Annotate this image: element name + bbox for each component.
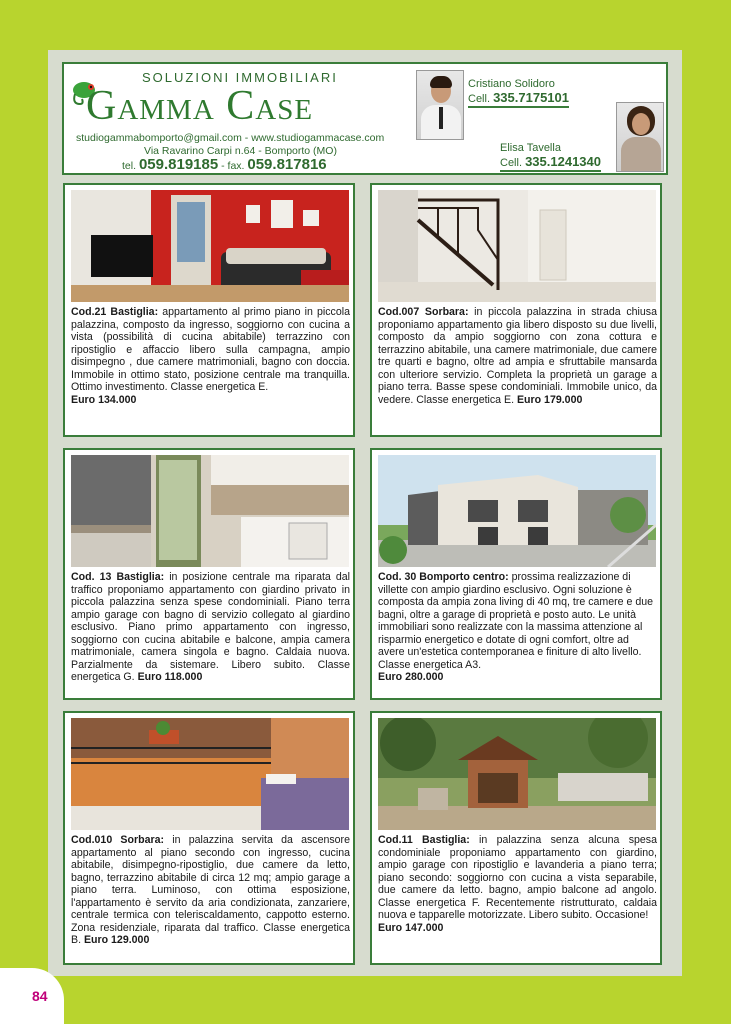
listing-photo-staircase [378, 190, 656, 302]
agent-cell-cristiano[interactable]: Cell. 335.7175101 [468, 90, 569, 108]
tel-number[interactable]: 059.819185 [138, 156, 219, 173]
page-number: 84 [32, 988, 48, 1004]
listing-text: prossima realizzazione di villette con ampio giardino esclusivo. Ogni soluzione è composta da ampia zona living di 40 mq, tre camere e due bagni, oltre a garage di proprietà e posto auto. Le unità immobiliari sono realizzate con la massima attenzione al risparmio energetico e dotate di ogni comfort, oltre ad avere un'estetica contemporanea e finiture di alto livello. Classe energetica A3. [378, 571, 653, 671]
listing-photo-kitchen [71, 455, 349, 567]
listing-code: Cod.010 Sorbara: [71, 834, 164, 846]
listing-code: Cod. 30 Bomporto centro: [378, 571, 509, 583]
page-number-badge [0, 968, 64, 1024]
agent-photo-elisa [616, 102, 664, 172]
listing-code: Cod.11 Bastiglia: [378, 834, 470, 846]
listing-description [71, 306, 350, 406]
listing-card[interactable] [63, 183, 355, 437]
agency-address: Via Ravarino Carpi n.64 - Bomporto (MO) [144, 145, 337, 157]
listing-text: appartamento al primo piano in piccola palazzina, composto da ingresso, soggiorno con cucina a vista (possibilità di cucina abitabile) terrazzino con ripostiglio e affaccio libero sulla campagna, ampio disimpegno , due camere matrimoniali, bagno con doccia. Immobile in ottimo stato, posizione centrale ma tranquilla. Ottimo investimento. Classe energetica E. [71, 306, 350, 393]
listing-text: in piccola palazzina in strada chiusa proponiamo appartamento gia libero disposto su due livelli, composto da ampio soggiorno con zona cottura e terrazzino abitabile, una camere matrimoniale, due camere tre quarti e bagno, oltre ad ampia e sfruttabile mansarda con ulteriore servizio. Completa la proprietà un garage a piano terra. Basse spese condominiali. Immobile unico, da vedere. Classe energetica E. [378, 306, 657, 406]
listing-price: Euro 179.000 [516, 393, 583, 406]
fax-number: 059.817816 [247, 156, 327, 173]
listing-photo-living-room [71, 190, 349, 302]
phone-fax [122, 156, 327, 173]
agent-photo-cristiano [416, 70, 464, 140]
agent-cell-elisa[interactable]: Cell. 335.1241340 [500, 154, 601, 172]
listing-price: Euro 147.000 [378, 921, 444, 934]
listing-price: Euro 134.000 [71, 393, 137, 406]
fax-label: - fax. [221, 160, 245, 172]
listing-photo-villas-render [378, 455, 656, 567]
listing-photo-garden [378, 718, 656, 830]
listing-card[interactable] [370, 448, 662, 700]
email-website[interactable]: studiogammabomporto@gmail.com - www.studiogammacase.com [76, 132, 385, 144]
listing-code: Cod. 13 Bastiglia: [71, 571, 165, 583]
listing-description [378, 834, 657, 934]
agent-name-cristiano: Cristiano Solidoro [468, 78, 555, 90]
listing-card[interactable] [370, 711, 662, 965]
agent-name-elisa: Elisa Tavella [500, 142, 561, 154]
agency-header [62, 62, 668, 175]
listing-code: Cod.007 Sorbara: [378, 306, 469, 318]
listing-text: in posizione centrale ma riparata dal traffico proponiamo appartamento con giardino privato in piccola palazzina senza spese condominiali. Piano terra ampio garage con bagno di servizio collegato al giardino esclusivo. Piano primo appartamento con ingresso, soggiorno con cucina abitabile e balcone, ampia camera matrimoniale, camera singola e bagno. Caldaia nuova. Parzialmente da sistemare. Libero subito. Classe energetica G. [71, 571, 350, 683]
listing-description [71, 571, 350, 684]
listing-description [378, 306, 657, 406]
listing-price: Euro 280.000 [378, 671, 444, 683]
listing-card[interactable] [370, 183, 662, 437]
listing-price: Euro 118.000 [137, 671, 203, 683]
listing-photo-terrace [71, 718, 349, 830]
listing-description [71, 834, 350, 947]
tel-label: tel. [122, 160, 137, 172]
listing-code: Cod.21 Bastiglia: [71, 306, 159, 318]
listing-card[interactable] [63, 711, 355, 965]
listing-text: in palazzina senza alcuna spesa condominiale proponiamo appartamento con giardino, ampio garage con ripostiglio e lavanderia a piano terra; piano secondo: soggiorno con cucina a vista separabile, due camere da letto. bagno, ampio balcone ad angolo. Classe energetica F. Recentemente ristrutturato, caldaia nuova e tapparelle motorizzate. Libero subito. Occasione! [378, 834, 657, 921]
listing-card[interactable] [63, 448, 355, 700]
listing-description [378, 571, 657, 684]
agency-logo: Gamma Case [86, 83, 314, 129]
listing-text: in palazzina servita da ascensore appartamento al piano secondo con ingresso, cucina abitabile, disimpegno-ripostiglio, due camere da letto, bagno, terrazzino abitabile di circa 12 mq; ampio garage a piano terra. Luminoso, con ottima esposizione, l'appartamento è servito da aria condizionata, zanzariere, centrale termica con teleriscaldamento, cappotto esterno. Zona residenziale, riparata dal traffico. Classe energetica B. [71, 834, 350, 946]
listing-price: Euro 129.000 [83, 934, 150, 946]
agency-tagline: SOLUZIONI IMMOBILIARI [142, 70, 338, 85]
